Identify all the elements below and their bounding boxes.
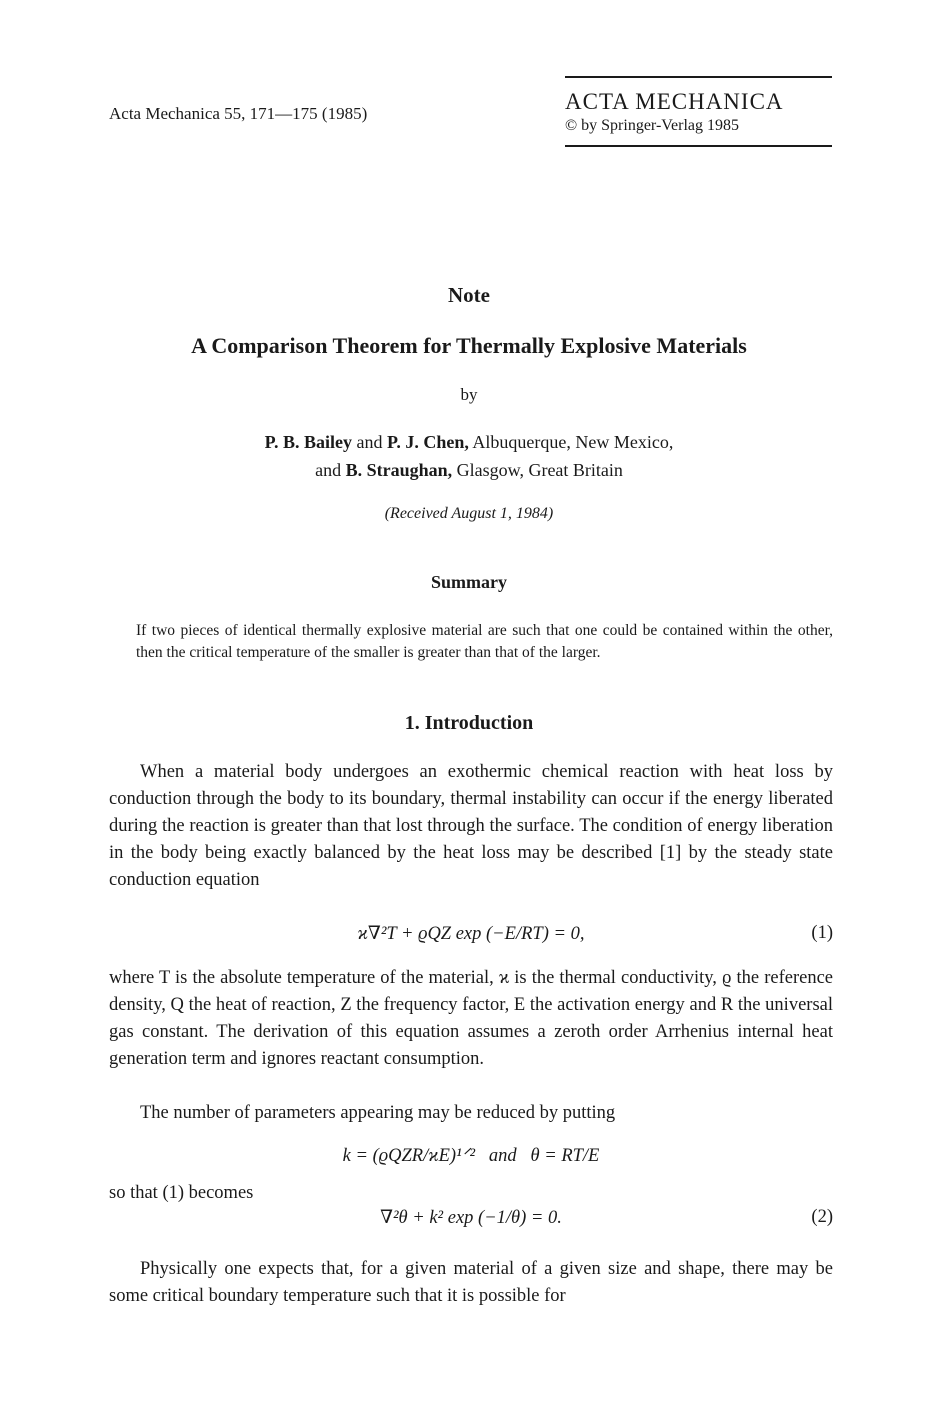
author-line-1 — [0, 428, 938, 456]
author-name: P. B. Bailey — [264, 432, 353, 452]
journal-reference: Acta Mechanica 55, 171—175 (1985) — [109, 104, 368, 123]
equation-1 — [109, 923, 833, 950]
byline: by — [460, 385, 478, 404]
conjunction: and — [352, 432, 388, 452]
author-name: B. Straughan, — [345, 460, 453, 480]
paragraph: where T is the absolute temperature of the material, ϰ is the thermal conductivity, ϱ the reference density, Q the heat of reaction, Z the frequency factor, E the activation energy and R the universal gas constant. The derivation of this equation assumes a zeroth order Arrhenius internal heat generation term and ignores reactant consumption. — [109, 968, 833, 1069]
article-label: Note — [448, 283, 490, 307]
equation-definition — [109, 1145, 833, 1172]
affiliation: Glasgow, Great Britain — [452, 460, 623, 480]
paragraph: The number of parameters appearing may be reduced by putting — [140, 1103, 616, 1123]
received-date: (Received August 1, 1984) — [384, 505, 554, 522]
equation-number: (1) — [811, 923, 833, 943]
journal-masthead — [565, 76, 832, 147]
copyright-line: © by Springer-Verlag 1985 — [565, 117, 740, 134]
paragraph: Physically one expects that, for a given material of a given size and shape, there may be some critical boundary temperature such that it is possible for — [109, 1259, 833, 1306]
affiliation: Albuquerque, New Mexico, — [468, 432, 674, 452]
equation-body: ∇²θ + k² exp (−1/θ) = 0. — [380, 1208, 562, 1228]
summary-heading: Summary — [431, 572, 507, 592]
section-heading: 1. Introduction — [404, 712, 534, 734]
equation-body: ϰ∇²T + ϱQZ exp (−E/RT) = 0, — [357, 924, 585, 944]
paragraph: When a material body undergoes an exothermic chemical reaction with heat loss by conduction through the body to its boundary, thermal instability can occur if the energy liberated during the reaction is greater than that lost through the surface. The condition of energy liberation in the body being exactly balanced by the heat loss may be described [1] by the steady state conduction equation — [109, 762, 833, 890]
equation-2 — [109, 1207, 833, 1234]
author-list — [0, 428, 938, 484]
conjunction: and — [315, 460, 346, 480]
author-name: P. J. Chen, — [387, 432, 469, 452]
author-line-2 — [0, 456, 938, 484]
summary-text: If two pieces of identical thermally explosive material are such that one could be contained within the other, then the critical temperature of the smaller is greater than that of the larger. — [136, 622, 833, 661]
equation-number: (2) — [811, 1207, 833, 1227]
paragraph: so that (1) becomes — [109, 1183, 254, 1203]
article-title: A Comparison Theorem for Thermally Explosive Materials — [191, 333, 747, 358]
journal-name: ACTA MECHANICA — [565, 89, 784, 114]
equation-body: k = (ϱQZR/ϰE)¹ᐟ² and θ = RT/E — [342, 1146, 600, 1166]
